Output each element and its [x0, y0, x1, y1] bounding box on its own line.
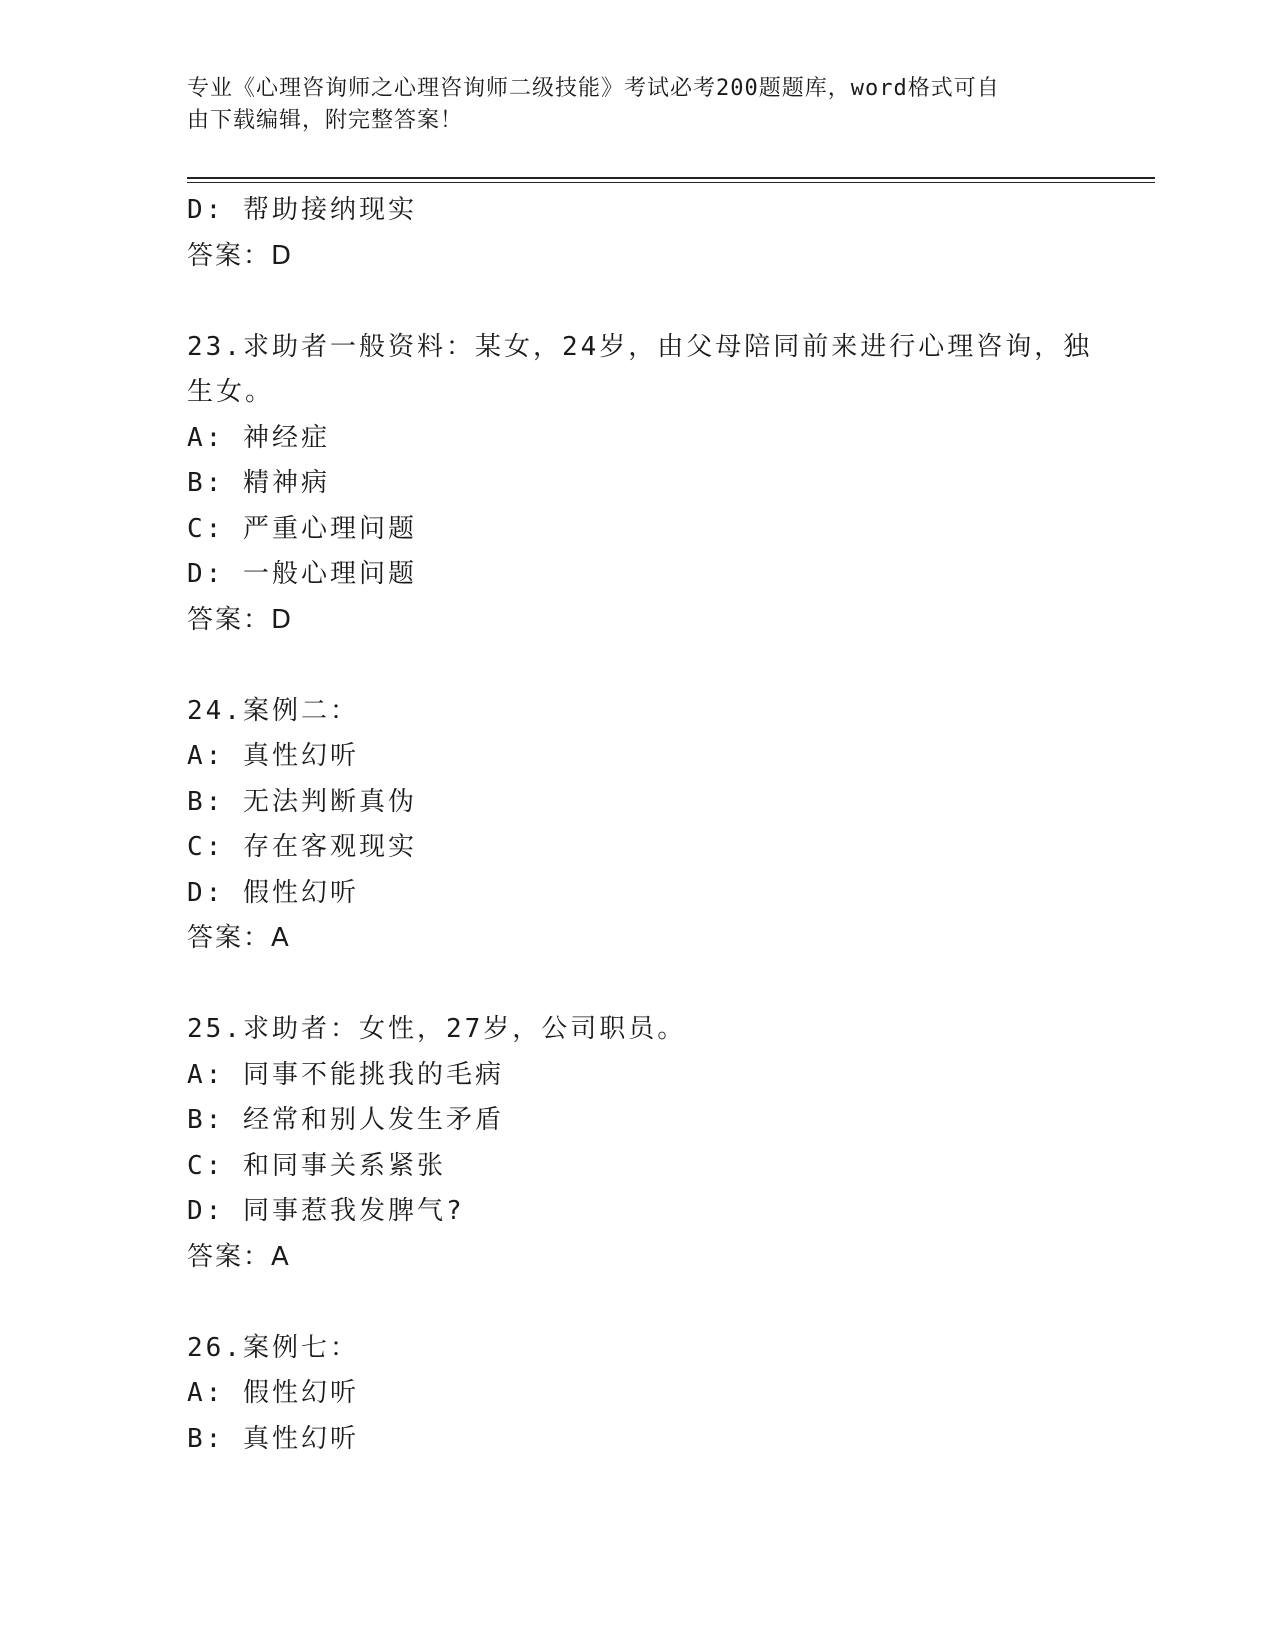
option-b: B: 精神病 — [187, 468, 330, 498]
question-stem: 25.求助者：女性，27岁，公司职员。 — [187, 1014, 687, 1044]
option-d: D: 一般心理问题 — [187, 559, 417, 589]
question-stem: 24.案例二： — [187, 695, 359, 726]
option-b: B: 无法判断真伪 — [187, 786, 417, 817]
question-list — [187, 188, 1093, 1462]
spacer — [187, 643, 1087, 689]
answer-line: 答案：D — [187, 240, 294, 271]
header-divider-thick — [187, 177, 1155, 179]
option-b: B: 真性幻听 — [187, 1423, 359, 1454]
option-c: C: 存在客观现实 — [187, 832, 417, 862]
spacer — [187, 962, 1087, 1008]
question-26 — [187, 1326, 1087, 1463]
question-25 — [187, 1007, 1087, 1280]
header-line-1: 专业《心理咨询师之心理咨询师二级技能》考试必考200题题库，word格式可自 — [187, 76, 1000, 101]
option-b: B: 经常和别人发生矛盾 — [187, 1105, 504, 1135]
question-24 — [187, 689, 1087, 962]
header-line-2: 由下载编辑，附完整答案！ — [187, 108, 464, 133]
question-stem: 26.案例七： — [187, 1332, 359, 1363]
spacer — [187, 279, 1087, 325]
option-a: A: 同事不能挑我的毛病 — [187, 1059, 504, 1090]
option-a: A: 神经症 — [187, 422, 330, 453]
header-divider-thin — [187, 182, 1155, 183]
question-23 — [187, 325, 1093, 644]
question-stem-continued: 生女。 — [187, 377, 275, 407]
option-a: A: 假性幻听 — [187, 1378, 359, 1408]
option-c: C: 和同事关系紧张 — [187, 1150, 446, 1181]
answer-line: 答案：A — [187, 923, 291, 953]
option-c: C: 严重心理问题 — [187, 513, 417, 544]
option-d: D: 假性幻听 — [187, 877, 359, 908]
option-d: D: 帮助接纳现实 — [187, 195, 417, 225]
question-stem: 23.求助者一般资料：某女，24岁，由父母陪同前来进行心理咨询，独 — [187, 331, 1093, 362]
document-header — [187, 73, 1077, 137]
option-d: D: 同事惹我发脾气? — [187, 1196, 465, 1226]
answer-line: 答案：D — [187, 604, 294, 635]
option-a: A: 真性幻听 — [187, 741, 359, 771]
spacer — [187, 1280, 1087, 1326]
answer-line: 答案：A — [187, 1241, 291, 1272]
